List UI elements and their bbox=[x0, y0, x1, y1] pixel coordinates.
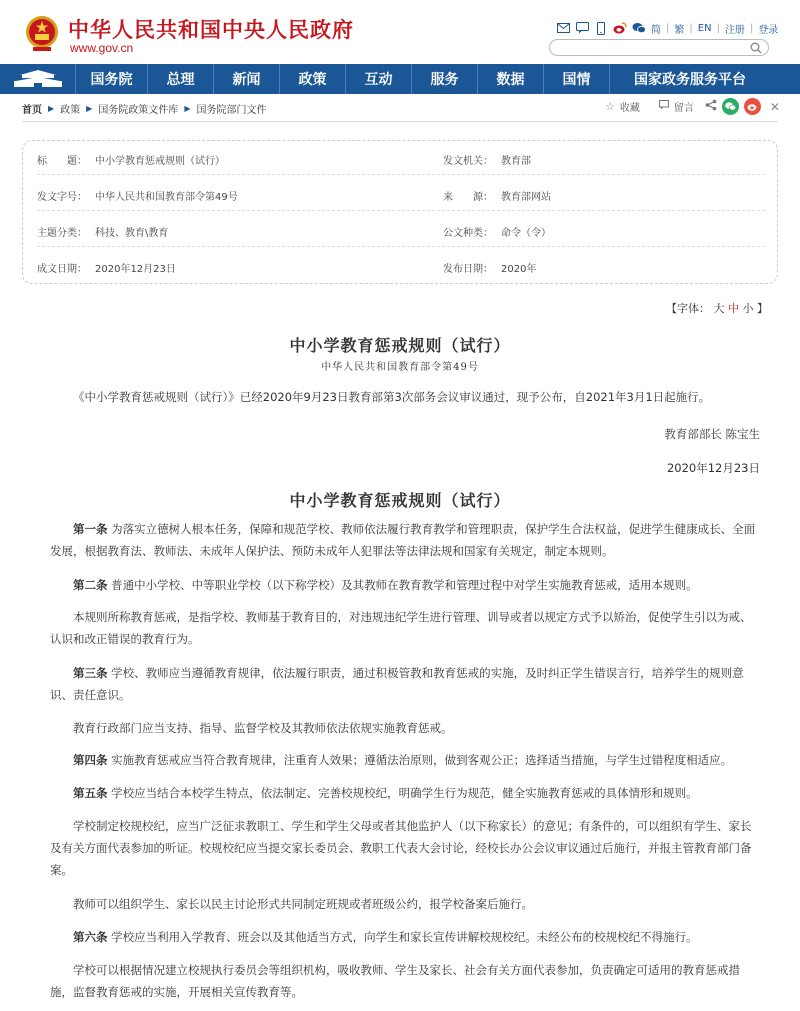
breadcrumb-policy-library[interactable]: 国务院政策文件库 bbox=[98, 104, 179, 116]
paragraph-definition: 本规则所称教育惩戒，是指学校、教师基于教育目的，对违规违纪学生进行管理、训导或者以规定方式予以矫治，促使学生引以为戒、认识和改正错误的教育行为。 bbox=[50, 610, 752, 646]
paragraph-class-rules: 教师可以组织学生、家长以民主讨论形式共同制定班规或者班级公约，报学校备案后施行。 bbox=[73, 897, 533, 911]
paragraph-rules: 学校制定校规校纪，应当广泛征求教职工、学生和学生父母或者其他监护人（以下称家长）的意见；有条件的，可以组织有学生、家长及有关方面代表参加的听证。校规校纪应当提交家长委员会、教职工代表大会讨论，经校长办公会议审议通过后施行，并报主管教育部门备案。 bbox=[50, 819, 752, 877]
nav-news[interactable]: 新闻 bbox=[214, 64, 280, 94]
article-number: 第二条 bbox=[73, 578, 108, 592]
font-size-medium[interactable]: 中 bbox=[728, 302, 739, 315]
nav-premier[interactable]: 总理 bbox=[148, 64, 214, 94]
font-size-selector bbox=[666, 300, 768, 316]
paragraph-admin: 教育行政部门应当支持、指导、监督学校及其教师依法依规实施教育惩戒。 bbox=[73, 721, 453, 735]
breadcrumb bbox=[22, 100, 266, 116]
article-date: 2020年12月23日 bbox=[666, 461, 760, 475]
info-value: 2020年12月23日 bbox=[95, 264, 176, 275]
article-text: 学校应当结合本校学生特点，依法制定、完善校规校纪，明确学生行为规范，健全实施教育惩戒的具体情形和规则。 bbox=[107, 786, 698, 800]
collect-link[interactable]: 收藏 bbox=[619, 103, 640, 114]
info-value: 中小学教育惩戒规则（试行） bbox=[95, 156, 225, 167]
chat-icon[interactable] bbox=[575, 21, 589, 35]
article-number: 第一条 bbox=[73, 522, 108, 536]
separator: | bbox=[666, 22, 670, 34]
english-link[interactable]: EN bbox=[697, 22, 712, 34]
simplified-link[interactable]: 简 bbox=[651, 24, 661, 36]
info-value: 教育部 bbox=[501, 156, 531, 167]
info-label: 发文字号： bbox=[37, 192, 87, 203]
info-row-dates bbox=[23, 260, 779, 280]
site-url[interactable]: www.gov.cn bbox=[70, 41, 134, 55]
chevron-right-icon: ▶ bbox=[184, 103, 191, 113]
comment-icon[interactable] bbox=[659, 100, 669, 113]
article-4 bbox=[50, 749, 760, 771]
weibo-share-icon[interactable] bbox=[744, 98, 761, 115]
info-value: 命令（令） bbox=[501, 228, 551, 239]
traditional-link[interactable]: 繁 bbox=[674, 24, 685, 36]
weibo-icon[interactable] bbox=[613, 21, 627, 35]
info-label: 发文机关： bbox=[443, 156, 493, 167]
article-signature: 教育部部长 陈宝生 bbox=[664, 427, 760, 441]
info-divider bbox=[37, 174, 765, 175]
wechat-icon[interactable] bbox=[632, 21, 646, 35]
info-label: 标 题： bbox=[37, 156, 87, 167]
chevron-right-icon: ▶ bbox=[48, 103, 55, 113]
font-size-suffix: 】 bbox=[757, 302, 768, 315]
info-label: 主题分类： bbox=[37, 228, 87, 239]
info-value: 科技、教育\教育 bbox=[95, 228, 169, 239]
article-number: 第五条 bbox=[73, 786, 108, 800]
search-input[interactable] bbox=[549, 39, 769, 56]
info-row-title bbox=[23, 152, 779, 172]
mobile-icon[interactable] bbox=[594, 21, 608, 35]
main-nav bbox=[0, 64, 800, 94]
breadcrumb-home[interactable]: 首页 bbox=[22, 104, 42, 116]
tiananmen-logo-icon[interactable] bbox=[0, 64, 76, 94]
article-number: 第六条 bbox=[73, 930, 108, 944]
star-icon[interactable]: ☆ bbox=[605, 100, 615, 113]
site-title[interactable]: 中华人民共和国中央人民政府 bbox=[68, 18, 354, 42]
nav-gov-service-platform[interactable]: 国家政务服务平台 bbox=[634, 72, 746, 88]
info-value: 教育部网站 bbox=[501, 192, 551, 203]
article-1 bbox=[50, 518, 760, 562]
breadcrumb-dept-docs[interactable]: 国务院部门文件 bbox=[196, 104, 267, 116]
article-text: 实施教育惩戒应当符合教育规律，注重育人效果；遵循法治原则，做到客观公正；选择适当措施，与学生过错程度相适应。 bbox=[107, 753, 733, 767]
comment-link[interactable]: 留言 bbox=[673, 103, 694, 114]
nav-interaction[interactable]: 互动 bbox=[346, 64, 412, 94]
info-label: 公文种类： bbox=[443, 228, 493, 239]
article-number: 第四条 bbox=[73, 753, 108, 767]
article-text: 为落实立德树人根本任务，保障和规范学校、教师依法履行教育教学和管理职责，保护学生合法权益，促进学生健康成长、全面发展，根据教育法、教师法、未成年人保护法、预防未成年人犯罪法等法律法规和国家有关规定，制定本规则。 bbox=[50, 522, 756, 558]
article-6 bbox=[50, 926, 760, 948]
nav-state-council[interactable]: 国务院 bbox=[76, 64, 148, 94]
info-row-topic bbox=[23, 224, 779, 244]
national-emblem-icon[interactable] bbox=[24, 13, 60, 53]
article-text: 学校、教师应当遵循教育规律，依法履行职责，通过积极管教和教育惩戒的实施，及时纠正学生错误言行，培养学生的规则意识、责任意识。 bbox=[50, 666, 744, 702]
document-info-box bbox=[22, 140, 778, 284]
article-tools bbox=[605, 98, 780, 115]
article-number: 第三条 bbox=[73, 666, 108, 680]
breadcrumb-policy[interactable]: 政策 bbox=[60, 104, 81, 116]
info-value: 中华人民共和国教育部令第49号 bbox=[95, 192, 238, 203]
info-label: 成文日期： bbox=[37, 264, 87, 275]
wechat-share-icon[interactable] bbox=[722, 98, 739, 115]
separator: | bbox=[749, 22, 754, 34]
article-3 bbox=[50, 662, 760, 706]
info-value: 2020年 bbox=[501, 264, 537, 275]
article-2 bbox=[50, 574, 760, 596]
article-text: 学校应当利用入学教育、班会以及其他适当方式，向学生和家长宣传讲解校规校纪。未经公布的校规校纪不得施行。 bbox=[107, 930, 698, 944]
breadcrumb-divider bbox=[22, 121, 778, 122]
font-size-prefix: 【字体： bbox=[666, 302, 710, 315]
nav-service[interactable]: 服务 bbox=[412, 64, 478, 94]
nav-data[interactable]: 数据 bbox=[478, 64, 544, 94]
top-tools bbox=[556, 20, 778, 36]
share-icon[interactable] bbox=[705, 99, 717, 114]
nav-policy[interactable]: 政策 bbox=[280, 64, 346, 94]
info-label: 来 源： bbox=[443, 192, 493, 203]
info-divider bbox=[37, 210, 765, 211]
info-divider bbox=[37, 246, 765, 247]
info-row-docno bbox=[23, 188, 779, 208]
font-size-small[interactable]: 小 bbox=[742, 302, 754, 315]
close-icon[interactable]: ✕ bbox=[769, 99, 780, 114]
search-icon[interactable] bbox=[750, 42, 762, 54]
article-title: 中小学教育惩戒规则（试行） bbox=[289, 336, 511, 355]
separator: | bbox=[716, 22, 720, 34]
site-header bbox=[0, 0, 800, 64]
article-intro: 《中小学教育惩戒规则（试行）》已经2020年9月23日教育部第3次部务会议审议通过，现予公布，自2021年3月1日起施行。 bbox=[73, 390, 711, 404]
info-label: 发布日期： bbox=[443, 264, 493, 275]
rules-title: 中小学教育惩戒规则（试行） bbox=[289, 491, 511, 510]
register-link[interactable]: 注册 bbox=[724, 24, 745, 36]
article-5 bbox=[50, 782, 760, 804]
login-link[interactable]: 登录 bbox=[758, 24, 779, 36]
mail-icon[interactable] bbox=[556, 21, 570, 35]
paragraph-committee: 学校可以根据情况建立校规执行委员会等组织机构，吸收教师、学生及家长、社会有关方面代表参加，负责确定可适用的教育惩戒措施，监督教育惩戒的实施，开展相关宣传教育等。 bbox=[50, 963, 740, 999]
chevron-right-icon: ▶ bbox=[86, 103, 93, 113]
article-subtitle: 中华人民共和国教育部令第49号 bbox=[321, 362, 479, 373]
article-text: 普通中小学校、中等职业学校（以下称学校）及其教师在教育教学和管理过程中对学生实施教育惩戒，适用本规则。 bbox=[107, 578, 698, 592]
font-size-large[interactable]: 大 bbox=[713, 302, 725, 315]
nav-national-info[interactable]: 国情 bbox=[544, 64, 610, 94]
separator: | bbox=[689, 22, 693, 34]
